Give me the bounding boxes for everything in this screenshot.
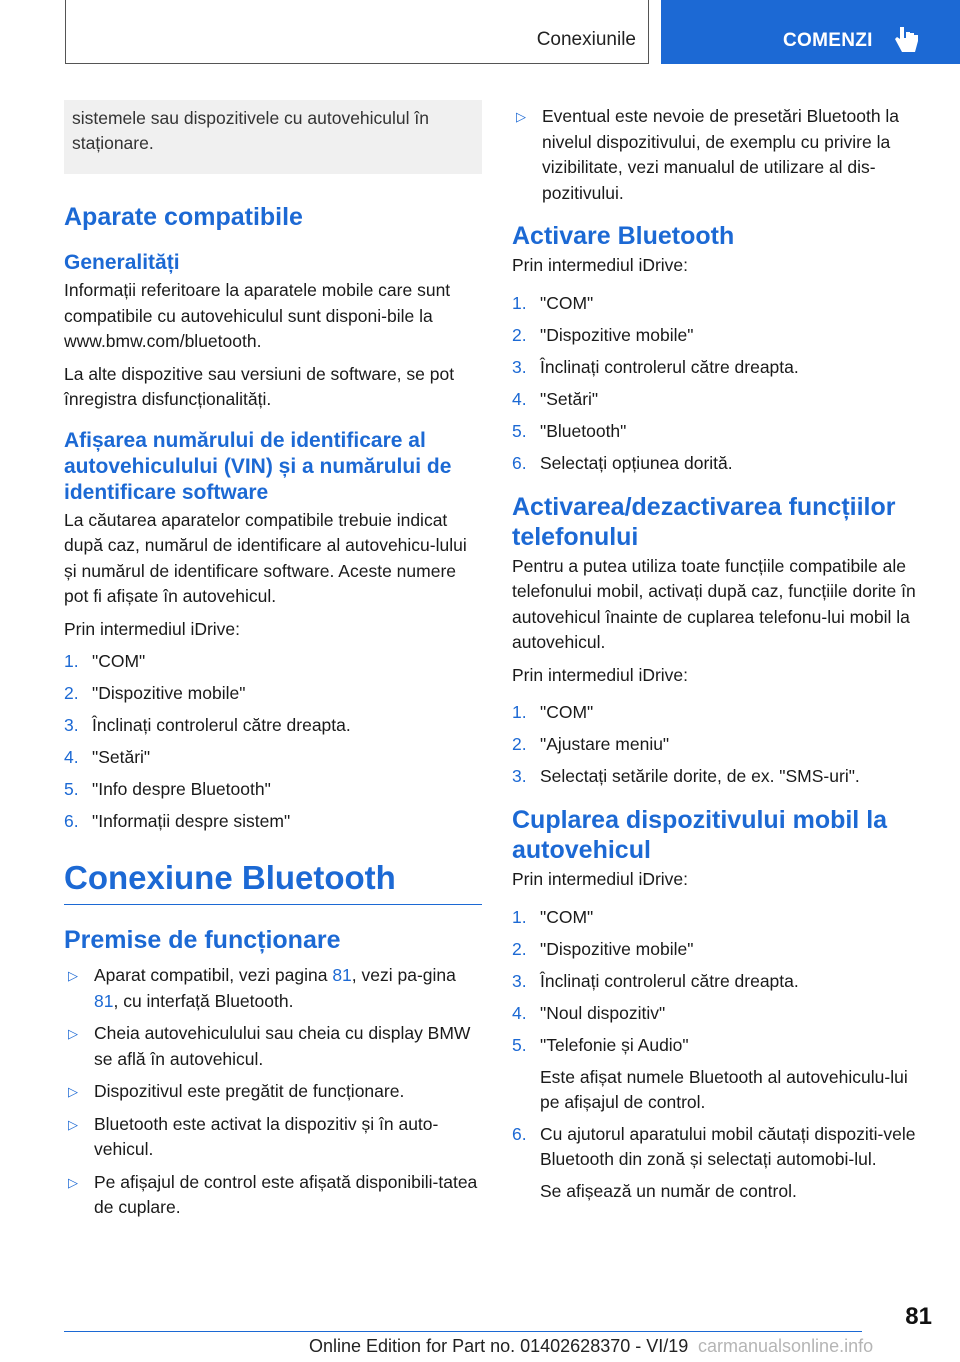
pairing-intro: Prin intermediul iDrive: — [512, 869, 689, 889]
page-link[interactable]: 81 — [94, 990, 114, 1011]
list-item: ▷ Dispozitivul este pregătit de funcționare. — [64, 1079, 482, 1105]
activate-intro: Prin intermediul iDrive: — [512, 255, 689, 275]
hand-pointer-icon — [894, 24, 920, 54]
right-column — [512, 104, 932, 1212]
heading-phone-functions: Activarea/dezactivarea funcțiilor telefonului — [512, 492, 896, 551]
list-item: 6. Selectați opțiunea dorită. — [512, 452, 733, 473]
vin-steps — [64, 649, 482, 834]
triangle-bullet-icon: ▷ — [68, 1084, 78, 1099]
watermark: carmanualsonline.info — [698, 1336, 874, 1356]
triangle-bullet-icon: ▷ — [68, 1026, 78, 1041]
list-item: 3. Înclinați controlerul către dreapta. — [512, 970, 799, 991]
heading-bluetooth-connection: Conexiune Bluetooth — [64, 858, 482, 905]
list-item: ▷ Eventual este nevoie de presetări Bluetooth la nivelul dispozitivului, de exemplu cu privire la vizibilitate, vezi manualul de utilizare al dis-pozitivului. — [516, 106, 900, 203]
list-item: 1. "COM" — [64, 651, 146, 671]
list-item: 1. "COM" — [512, 906, 594, 927]
note-box: sistemele sau dispozitivele cu autovehiculul în staționare. — [64, 100, 482, 174]
triangle-bullet-icon: ▷ — [516, 109, 526, 124]
commands-button[interactable] — [661, 0, 960, 64]
heading-compatible-devices: Aparate compatibile — [64, 203, 303, 231]
heading-activate-bluetooth: Activare Bluetooth — [512, 222, 735, 250]
list-item: 6. "Informații despre sistem" — [64, 811, 291, 831]
list-item: 3. Înclinați controlerul către dreapta. — [64, 715, 351, 735]
list-item: 3. Înclinați controlerul către dreapta. — [512, 356, 799, 377]
triangle-bullet-icon: ▷ — [68, 968, 78, 983]
page-number: 81 — [905, 1303, 932, 1330]
left-column — [64, 100, 482, 1228]
commands-label: COMENZI — [783, 30, 873, 51]
list-item: 5. "Info despre Bluetooth" — [64, 779, 271, 799]
heading-pairing: Cuplarea dispozitivului mobil la autovehicul — [512, 806, 888, 864]
list-item: 1. "COM" — [512, 292, 594, 313]
section-title: Conexiunile — [536, 29, 636, 50]
general-paragraph-1: Informații referitoare la aparatele mobile care sunt compatibile cu autovehiculul sunt disponi-bile la www.bmw.com/bluetooth. — [64, 280, 451, 351]
vin-paragraph-1: La căutarea aparatelor compatibile trebuie indicat după caz, numărul de identificare al autovehicu-lului și numărul de identificare software. Aceste numere pot fi afișate în autovehicul. — [64, 509, 467, 606]
list-item: 1. "COM" — [512, 702, 594, 722]
list-item: 4. "Setări" — [512, 388, 599, 409]
page-link[interactable]: 81 — [332, 965, 352, 985]
list-item: 2. "Dispozitive mobile" — [64, 683, 246, 703]
step-note: Se afișează un număr de control. — [540, 1180, 797, 1201]
functions-steps — [512, 700, 932, 789]
list-item: ▷ Bluetooth este activat la dispozitiv și în auto-vehicul. — [68, 1113, 439, 1159]
header-section-box — [65, 0, 649, 64]
list-item: 6. Cu ajutorul aparatului mobil căutați dispoziti-vele Bluetooth din zonă și selectați automobi-lul. Se afișează un număr de control. — [512, 1122, 932, 1204]
list-item: ▷ Aparat compatibil, vezi pagina 81, vezi pa-gina 81, cu interfață Bluetooth. — [68, 965, 456, 1011]
functions-paragraph: Pentru a putea utiliza toate funcțiile compatibile ale telefonului mobil, activați după caz, funcțiile dorite în autovehicul înainte de cuplarea telefonu-lui mobil la autovehicul. — [512, 555, 916, 652]
activate-steps — [512, 291, 932, 476]
list-item: 2. "Dispozitive mobile" — [512, 938, 694, 959]
heading-operating-requirements: Premise de funcționare — [64, 926, 341, 954]
list-item: 5. "Telefonie și Audio" Este afișat numele Bluetooth al autovehiculu-lui pe afișajul de control. — [512, 1033, 932, 1115]
list-item: 5. "Bluetooth" — [512, 420, 627, 441]
heading-general: Generalități — [64, 251, 180, 274]
heading-vin: Afișarea numărului de identificare al autovehiculului (VIN) și a numărului de identificare software — [64, 428, 452, 504]
list-item: ▷ Pe afișajul de control este afișată disponibili-tatea de cuplare. — [68, 1171, 478, 1217]
general-paragraph-2: La alte dispozitive sau versiuni de software, se pot înregistra disfuncționalități. — [64, 363, 455, 409]
requirements-list — [64, 963, 482, 1221]
edition-text: Online Edition for Part no. 01402628370 - VI/19 — [309, 1336, 689, 1356]
functions-intro: Prin intermediul iDrive: — [512, 664, 689, 685]
list-item: 3. Selectați setările dorite, de ex. "SMS-uri". — [512, 766, 860, 786]
list-item: 2. "Ajustare meniu" — [512, 734, 670, 754]
triangle-bullet-icon: ▷ — [68, 1174, 78, 1190]
list-item: 4. "Setări" — [64, 747, 151, 767]
triangle-bullet-icon: ▷ — [68, 1116, 78, 1132]
step-note: Este afișat numele Bluetooth al autovehiculu-lui pe afișajul de control. — [540, 1066, 908, 1112]
list-item: ▷ Cheia autovehiculului sau cheia cu display BMW se află în autovehicul. — [68, 1023, 471, 1069]
vin-intro: Prin intermediul iDrive: — [64, 618, 241, 639]
requirements-list-continued — [512, 104, 932, 206]
pairing-steps — [512, 905, 932, 1204]
list-item: 2. "Dispozitive mobile" — [512, 324, 694, 345]
footer-divider — [64, 1331, 862, 1332]
list-item: 4. "Noul dispozitiv" — [512, 1002, 666, 1023]
